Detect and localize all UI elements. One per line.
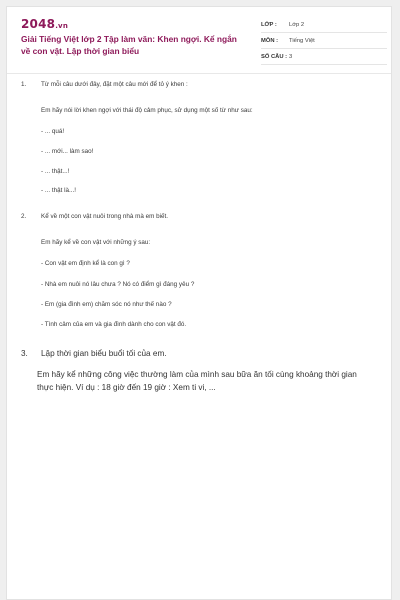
question-heading [21,81,376,91]
meta-label: MÔN : [261,37,279,44]
question-line: - ... thật là...! [41,187,76,194]
meta-row-class [261,17,387,33]
question-prompt: Kể về một con vật nuôi trong nhà mà em biết. [41,213,169,220]
worksheet-header [7,7,391,73]
question-line: - Con vật em định kể là con gì ? [41,260,130,267]
question-1 [21,81,376,194]
worksheet-page [6,6,392,600]
question-number: 3. [21,349,28,358]
question-line: Em hãy nói lời khen ngợi với thái độ cảm phục, sử dụng một số từ như sau: [41,107,253,114]
question-heading [21,349,376,358]
question-line: - Tình cảm của em và gia đình dành cho con vật đó. [41,321,187,328]
question-prompt: Từ mỗi câu dưới đây, đặt một câu mới để tỏ ý khen : [41,81,188,88]
question-line: - Em (gia đình em) chăm sóc nó như thế nào ? [41,301,172,308]
question-line: - ... mới... làm sao! [41,148,94,155]
question-line: - ... quá! [41,128,65,135]
site-logo[interactable] [21,17,68,31]
question-line: - Nhà em nuôi nó lâu chưa ? Nó có điểm gì đáng yêu ? [41,281,195,288]
question-3 [21,349,376,392]
meta-value: Lớp 2 [289,21,305,28]
meta-row-subject [261,33,387,49]
meta-table [261,17,387,65]
meta-row-count [261,49,387,65]
meta-label: SỐ CÂU : [261,53,288,60]
question-2 [21,213,376,328]
question-number: 2. [21,213,27,220]
logo-main: 2048 [21,17,56,31]
meta-label: LỚP : [261,21,277,28]
meta-value: Tiếng Việt [289,37,315,44]
question-number: 1. [21,81,27,88]
header-divider [7,73,391,74]
meta-value: 3 [289,53,293,60]
question-heading [21,213,376,223]
question-line: Em hãy kể về con vật với những ý sau: [41,239,151,246]
question-line: - ... thật...! [41,168,70,175]
document-title: Giải Tiếng Việt lớp 2 Tập làm văn: Khen ngợi. Kể ngắn về con vật. Lập thời gian biểu [21,34,237,56]
question-paragraph: Em hãy kể những công việc thường làm của mình sau bữa ăn tối cùng khoảng thời gian thực hiện. Ví dụ : 18 giờ đến 19 giờ : Xem ti vi, ... [37,370,357,392]
question-prompt: Lập thời gian biểu buổi tối của em. [41,349,167,358]
logo-suffix: .vn [55,22,69,30]
